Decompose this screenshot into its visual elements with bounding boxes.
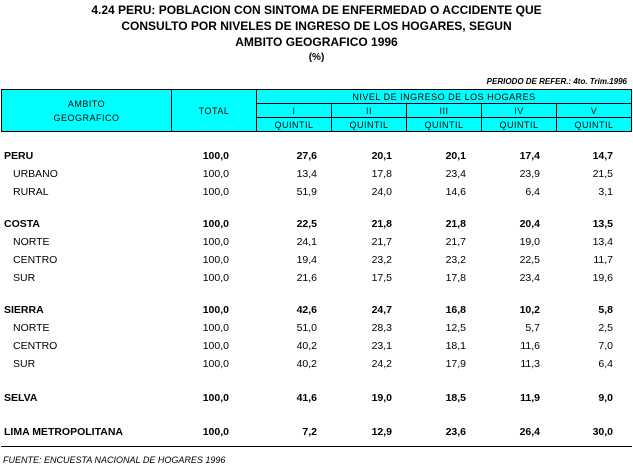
cell-q1: 40,2: [296, 340, 317, 352]
header-quintile-2: II: [332, 104, 407, 118]
cell-q1: 7,2: [302, 426, 317, 438]
header-ambito-line1: AMBITO: [67, 98, 106, 109]
cell-q3: 14,6: [445, 186, 466, 198]
cell-q2: 20,1: [371, 150, 392, 162]
cell-q5: 13,5: [592, 218, 613, 230]
cell-q1: 21,6: [296, 272, 317, 284]
cell-q4: 10,2: [519, 304, 540, 316]
table-row: [0, 251, 633, 269]
cell-q5: 14,7: [592, 150, 613, 162]
row-label: NORTE: [13, 236, 50, 248]
table-row: [0, 337, 633, 355]
table-title: [0, 2, 633, 66]
header-quintil-label-2: QUINTIL: [332, 118, 407, 132]
cell-total: 100,0: [202, 322, 229, 334]
header-quintil-label-5: QUINTIL: [557, 118, 632, 132]
cell-q4: 23,4: [519, 272, 540, 284]
row-label: SELVA: [4, 392, 38, 404]
cell-q3: 21,7: [445, 236, 466, 248]
cell-q3: 23,2: [445, 254, 466, 266]
cell-q1: 19,4: [296, 254, 317, 266]
header-quintile-4: IV: [482, 104, 557, 118]
cell-total: 100,0: [202, 236, 229, 248]
row-label: SUR: [13, 358, 36, 370]
row-label: CENTRO: [13, 254, 58, 266]
cell-q4: 11,9: [520, 392, 540, 404]
cell-q5: 19,6: [592, 272, 613, 284]
cell-total: 100,0: [202, 168, 229, 180]
cell-q1: 24,1: [296, 236, 317, 248]
cell-q4: 5,7: [525, 322, 540, 334]
cell-q5: 3,1: [598, 186, 613, 198]
cell-q4: 6,4: [525, 186, 540, 198]
header-ambito: [2, 90, 172, 132]
cell-q4: 11,3: [520, 358, 540, 370]
cell-q4: 23,9: [519, 168, 540, 180]
cell-q1: 13,4: [296, 168, 317, 180]
cell-total: 100,0: [202, 272, 229, 284]
cell-q4: 17,4: [519, 150, 540, 162]
cell-q5: 2,5: [598, 322, 613, 334]
row-label: PERU: [4, 150, 34, 162]
cell-q5: 30,0: [592, 426, 613, 438]
table-body: [0, 147, 633, 441]
cell-q3: 18,5: [445, 392, 466, 404]
cell-total: 100,0: [202, 358, 229, 370]
cell-q4: 26,4: [519, 426, 540, 438]
bottom-rule: [1, 446, 632, 447]
table-row: [0, 183, 633, 201]
cell-q4: 19,0: [519, 236, 540, 248]
cell-q3: 20,1: [445, 150, 466, 162]
cell-q1: 22,5: [296, 218, 317, 230]
cell-q3: 12,5: [445, 322, 466, 334]
cell-total: 100,0: [202, 392, 229, 404]
table-row: [0, 233, 633, 251]
table-row: [0, 269, 633, 287]
title-line-3: AMBITO GEOGRAFICO 1996: [235, 35, 398, 49]
cell-q5: 11,7: [593, 254, 613, 266]
header-quintil-label-1: QUINTIL: [257, 118, 332, 132]
cell-total: 100,0: [202, 254, 229, 266]
table-row: [0, 355, 633, 373]
header-nivel: NIVEL DE INGRESO DE LOS HOGARES: [257, 90, 632, 104]
title-line-1: 4.24 PERU: POBLACION CON SINTOMA DE ENFERMEDAD O ACCIDENTE QUE: [91, 3, 542, 17]
cell-q3: 16,8: [445, 304, 466, 316]
cell-q4: 11,6: [520, 340, 540, 352]
cell-total: 100,0: [202, 304, 229, 316]
cell-q3: 23,6: [445, 426, 466, 438]
cell-q1: 51,0: [296, 322, 317, 334]
row-label: URBANO: [13, 168, 58, 180]
cell-q1: 41,6: [296, 392, 317, 404]
table-row: [0, 147, 633, 165]
header-quintile-3: III: [407, 104, 482, 118]
table-row: [0, 165, 633, 183]
cell-total: 100,0: [202, 218, 229, 230]
cell-q3: 23,4: [445, 168, 466, 180]
cell-q1: 27,6: [296, 150, 317, 162]
cell-q3: 18,1: [445, 340, 466, 352]
table-row: [0, 319, 633, 337]
cell-q5: 6,4: [598, 358, 613, 370]
row-label: COSTA: [4, 218, 40, 230]
cell-q3: 17,8: [445, 272, 466, 284]
cell-q2: 21,7: [371, 236, 392, 248]
cell-q5: 5,8: [598, 304, 613, 316]
header-quintil-label-4: QUINTIL: [482, 118, 557, 132]
cell-q1: 42,6: [296, 304, 317, 316]
cell-q2: 24,0: [371, 186, 392, 198]
row-label: LIMA METROPOLITANA: [4, 426, 123, 438]
header-quintile-5: V: [557, 104, 632, 118]
title-line-2: CONSULTO POR NIVELES DE INGRESO DE LOS HOGARES, SEGUN: [121, 19, 512, 33]
header-quintile-1: I: [257, 104, 332, 118]
source-note: FUENTE: ENCUESTA NACIONAL DE HOGARES 1996: [3, 455, 226, 465]
cell-q4: 22,5: [519, 254, 540, 266]
header-ambito-line2: GEOGRAFICO: [53, 112, 120, 123]
title-unit: (%): [308, 52, 325, 63]
cell-q1: 40,2: [296, 358, 317, 370]
cell-q2: 19,0: [371, 392, 392, 404]
table-row: [0, 301, 633, 319]
cell-q5: 7,0: [598, 340, 613, 352]
cell-q2: 17,5: [371, 272, 392, 284]
reference-period: PERIODO DE REFER.: 4to. Trim.1996: [486, 77, 627, 86]
cell-q2: 21,8: [371, 218, 392, 230]
table-row: [0, 389, 633, 407]
cell-q5: 21,5: [592, 168, 613, 180]
cell-q1: 51,9: [296, 186, 317, 198]
header-total: TOTAL: [172, 90, 257, 132]
row-label: RURAL: [13, 186, 49, 198]
cell-q2: 23,2: [371, 254, 392, 266]
cell-q2: 24,7: [371, 304, 392, 316]
cell-q2: 23,1: [371, 340, 392, 352]
cell-q2: 17,8: [371, 168, 392, 180]
cell-q3: 21,8: [445, 218, 466, 230]
cell-q5: 9,0: [598, 392, 613, 404]
row-label: CENTRO: [13, 340, 58, 352]
row-label: NORTE: [13, 322, 50, 334]
cell-total: 100,0: [202, 186, 229, 198]
table-row: [0, 423, 633, 441]
cell-total: 100,0: [202, 340, 229, 352]
row-label: SUR: [13, 272, 36, 284]
cell-total: 100,0: [202, 426, 229, 438]
cell-q3: 17,9: [445, 358, 466, 370]
cell-q2: 24,2: [371, 358, 392, 370]
cell-q2: 28,3: [371, 322, 392, 334]
row-label: SIERRA: [4, 304, 44, 316]
cell-q2: 12,9: [371, 426, 392, 438]
header-quintil-label-3: QUINTIL: [407, 118, 482, 132]
cell-q4: 20,4: [519, 218, 540, 230]
cell-total: 100,0: [202, 150, 229, 162]
cell-q5: 13,4: [592, 236, 613, 248]
table-row: [0, 215, 633, 233]
table-header: [1, 89, 632, 132]
